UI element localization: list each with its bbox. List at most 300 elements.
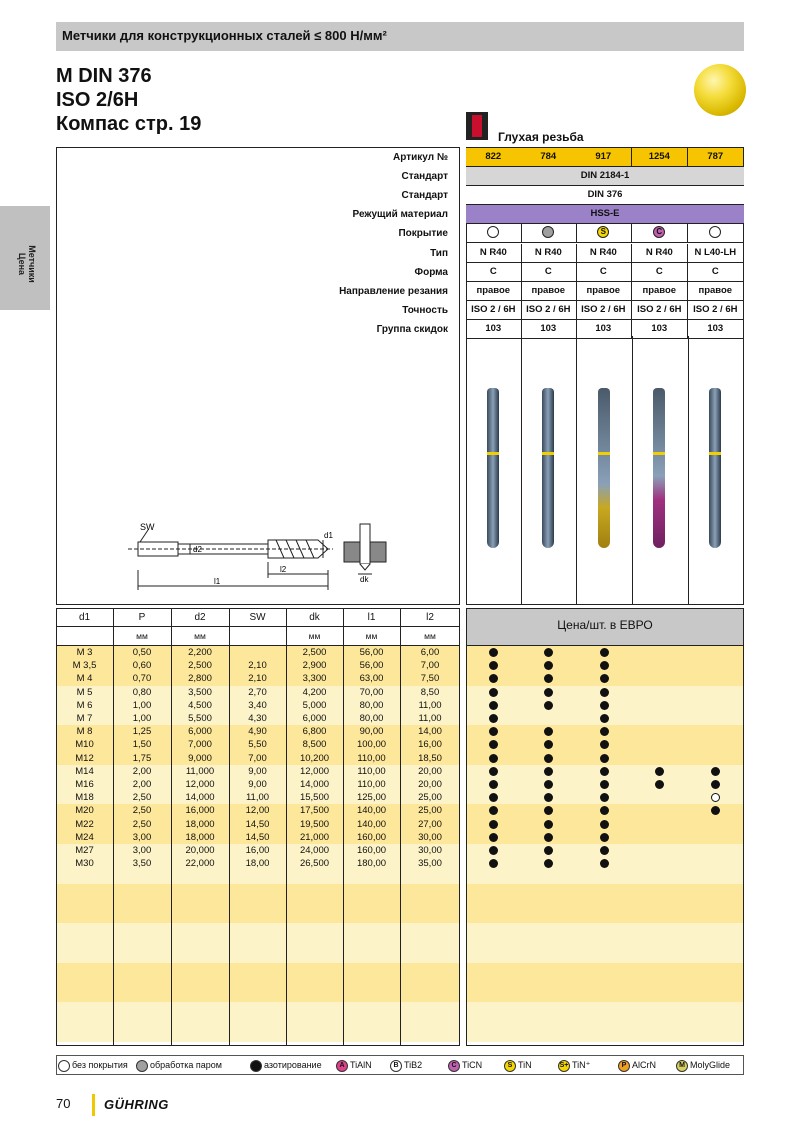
- footer-divider: [92, 1094, 95, 1116]
- availability-dot[interactable]: [600, 648, 609, 657]
- price-row-bg: [467, 910, 743, 923]
- types-cell: N R40: [521, 244, 577, 263]
- table-cell: 4,200: [302, 686, 327, 698]
- table-cell: 24,000: [299, 845, 330, 856]
- table-cell: 0,60: [132, 660, 152, 672]
- accuracy-cell: ISO 2 / 6H: [632, 301, 688, 320]
- coating-ticn-icon: C: [653, 226, 665, 238]
- table-cell: 30,00: [418, 845, 442, 856]
- table-cell: 27,00: [418, 818, 442, 830]
- table-cell: M 3: [76, 647, 93, 658]
- availability-dot[interactable]: [600, 833, 609, 842]
- price-row-bg: [467, 963, 743, 976]
- blind-hole-drawing: [340, 520, 390, 582]
- types-cell: N L40-LH: [688, 244, 744, 263]
- tap-drawing: [118, 520, 358, 600]
- table-cell: M 6: [76, 699, 93, 711]
- tap-image-784: [542, 388, 554, 548]
- articles-cell: 822: [466, 148, 522, 167]
- column-divider: [632, 336, 633, 605]
- table-cell: 14,00: [418, 726, 442, 738]
- directions-cell: правое: [632, 282, 688, 301]
- table-cell: 5,500: [188, 713, 212, 724]
- table-cell: 9,00: [248, 779, 267, 790]
- tap-image-822: [487, 388, 499, 548]
- price-row-bg: [467, 976, 743, 989]
- table-cell: 80,00: [359, 713, 384, 724]
- table-cell: 20,00: [418, 779, 442, 790]
- column-header-d1: d1: [78, 612, 91, 623]
- column-header-dk: dk: [309, 612, 320, 623]
- tap-image-1254: [653, 388, 665, 548]
- legend-item: [250, 1058, 322, 1072]
- availability-dot[interactable]: [600, 688, 609, 697]
- table-cell: 2,50: [132, 818, 152, 830]
- price-row-bg: [467, 1002, 743, 1015]
- availability-dot[interactable]: [544, 701, 553, 710]
- product-line-1: M DIN 376: [56, 65, 152, 87]
- table-cell: 2,50: [132, 805, 152, 817]
- availability-dot[interactable]: [711, 780, 720, 789]
- table-cell: 56,00: [359, 647, 384, 658]
- forms-cell: C: [466, 263, 522, 282]
- table-cell: 2,70: [248, 686, 267, 698]
- discount_groups-cell: 103: [521, 320, 577, 339]
- table-cell: M 3,5: [72, 660, 97, 672]
- availability-dot[interactable]: [544, 780, 553, 789]
- table-cell: 0,80: [132, 686, 152, 698]
- spec-label: Группа скидок: [376, 323, 448, 335]
- table-row-bg: [57, 910, 459, 923]
- types-cell: N R40: [466, 244, 522, 263]
- table-cell: 12,000: [185, 779, 215, 790]
- table-cell: 2,10: [248, 673, 267, 685]
- tap-ring: [598, 452, 610, 455]
- product-title: [56, 64, 201, 136]
- table-cell: 80,00: [359, 699, 384, 711]
- table-cell: 3,500: [188, 686, 212, 698]
- availability-dot[interactable]: [489, 833, 498, 842]
- legend-label: TiB2: [404, 1060, 423, 1070]
- table-cell: 21,000: [299, 831, 330, 843]
- table-cell: M 7: [76, 713, 93, 724]
- table-cell: 3,50: [132, 858, 152, 870]
- table-cell: 11,00: [418, 699, 442, 711]
- table-cell: 110,00: [357, 752, 386, 764]
- table-cell: 8,50: [420, 686, 440, 698]
- table-cell: 0,50: [132, 647, 152, 658]
- table-cell: 16,00: [418, 739, 442, 751]
- table-cell: 2,00: [132, 765, 152, 777]
- table-cell: 12,000: [299, 765, 330, 777]
- table-cell: [229, 646, 286, 659]
- column-unit: мм: [424, 631, 436, 641]
- table-cell: 7,50: [420, 673, 440, 685]
- coating-steam-icon: [542, 226, 554, 238]
- table-cell: 5,000: [302, 699, 327, 711]
- table-cell: 16,000: [185, 805, 215, 817]
- table-cell: 70,00: [359, 686, 384, 698]
- coating-none-icon: [487, 226, 499, 238]
- side-tab-line-2: Цена: [17, 252, 27, 276]
- discount_groups-cell: 103: [466, 320, 522, 339]
- column-unit: мм: [194, 631, 206, 641]
- legend-label: обработка паром: [150, 1060, 222, 1070]
- table-cell: 11,00: [418, 713, 442, 724]
- availability-dot[interactable]: [544, 648, 553, 657]
- table-row-bg: [57, 897, 459, 910]
- availability-dot[interactable]: [600, 780, 609, 789]
- diagram-label-dk: dk: [360, 575, 369, 582]
- coating-tin-icon: S: [597, 226, 609, 238]
- price-row-bg: [467, 1029, 743, 1042]
- table-cell: 4,500: [188, 699, 212, 711]
- table-cell: M 5: [76, 686, 93, 698]
- price-row-bg: [467, 936, 743, 949]
- availability-dot[interactable]: [655, 767, 664, 776]
- side-tab[interactable]: [0, 206, 50, 310]
- spec-label: Форма: [414, 266, 448, 278]
- spec-label: Режущий материал: [352, 209, 448, 221]
- types-cell: N R40: [632, 244, 688, 263]
- directions-cell: правое: [576, 282, 632, 301]
- product-line-2: ISO 2/6H: [56, 89, 139, 111]
- forms-cell: C: [632, 263, 688, 282]
- table-cell: 2,500: [188, 660, 212, 672]
- standard1-cell: DIN 2184-1: [466, 167, 744, 186]
- legend-item: [58, 1058, 128, 1072]
- coating-cell: [521, 224, 577, 243]
- table-cell: 6,800: [302, 726, 327, 738]
- forms-cell: C: [688, 263, 744, 282]
- legend-label: TiAlN: [350, 1060, 372, 1070]
- table-cell: 16,00: [245, 845, 270, 856]
- table-cell: 26,500: [299, 858, 330, 870]
- legend-label: TiN: [518, 1060, 532, 1070]
- directions-cell: правое: [521, 282, 577, 301]
- tap-ring: [487, 452, 499, 455]
- coating-none-icon: [709, 226, 721, 238]
- table-cell: 1,75: [132, 752, 152, 764]
- column-header-l2: l2: [426, 612, 434, 623]
- legend-TiN⁺-icon: S+: [558, 1060, 570, 1072]
- table-cell: M10: [75, 739, 94, 751]
- column-divider: [576, 336, 577, 605]
- table-cell: 2,00: [132, 779, 152, 790]
- availability-dot[interactable]: [600, 767, 609, 776]
- availability-dot[interactable]: [489, 714, 498, 723]
- table-cell: 20,00: [418, 765, 442, 777]
- table-cell: 1,00: [132, 713, 152, 724]
- directions-cell: правое: [688, 282, 744, 301]
- availability-dot[interactable]: [600, 701, 609, 710]
- legend-item: [618, 1058, 656, 1072]
- accuracy-cell: ISO 2 / 6H: [466, 301, 522, 320]
- availability-dot[interactable]: [489, 780, 498, 789]
- legend-MolyGlide-icon: M: [676, 1060, 688, 1072]
- availability-dot[interactable]: [489, 767, 498, 776]
- table-cell: 4,30: [248, 713, 267, 724]
- table-cell: 180,00: [356, 858, 387, 870]
- coating-ball-icon: [694, 64, 746, 116]
- table-cell: 100,00: [356, 739, 387, 751]
- availability-dot[interactable]: [489, 648, 498, 657]
- legend-label: азотирование: [264, 1060, 322, 1070]
- blind-thread-icon: [466, 112, 488, 140]
- table-cell: 14,50: [245, 818, 270, 830]
- legend-AlCrN-icon: P: [618, 1060, 630, 1072]
- legend-item: [448, 1058, 482, 1072]
- table-cell: 14,50: [245, 831, 270, 843]
- table-cell: 18,000: [185, 831, 215, 843]
- price-row-bg: [467, 870, 743, 883]
- spec-label: Стандарт: [401, 171, 448, 183]
- table-cell: 56,00: [359, 660, 384, 672]
- legend-азотирование-icon: [250, 1060, 262, 1072]
- column-header-SW: SW: [249, 612, 266, 623]
- table-cell: 11,00: [245, 792, 270, 804]
- price-row-bg: [467, 1016, 743, 1029]
- table-cell: 8,500: [302, 739, 327, 751]
- table-cell: 9,00: [248, 765, 267, 777]
- table-cell: 110,00: [357, 779, 386, 790]
- legend-TiN-icon: S: [504, 1060, 516, 1072]
- availability-dot[interactable]: [600, 754, 609, 763]
- table-cell: M 8: [76, 726, 93, 738]
- column-header-d2: d2: [194, 612, 206, 623]
- table-cell: 25,00: [418, 805, 442, 817]
- table-cell: 11,000: [185, 765, 215, 777]
- table-row-bg: [57, 950, 459, 963]
- table-cell: M20: [75, 805, 94, 817]
- availability-dot[interactable]: [600, 846, 609, 855]
- table-cell: 2,10: [248, 660, 267, 672]
- availability-dot[interactable]: [544, 833, 553, 842]
- legend-item: [390, 1058, 422, 1072]
- table-cell: 125,00: [356, 792, 387, 804]
- table-cell: 6,00: [420, 647, 440, 658]
- availability-dot[interactable]: [489, 820, 498, 829]
- table-cell: 14,000: [185, 792, 215, 804]
- header-title: Метчики для конструкционных сталей ≤ 800 Н/мм²: [62, 28, 387, 43]
- spec-label: Тип: [430, 247, 448, 259]
- availability-dot[interactable]: [600, 714, 609, 723]
- table-cell: 12,00: [245, 805, 270, 817]
- tap-ring: [542, 452, 554, 455]
- legend-item: [676, 1058, 730, 1072]
- forms-cell: C: [576, 263, 632, 282]
- column-divider: [688, 336, 689, 605]
- spec-label: Покрытие: [398, 228, 448, 240]
- price-row-bg: [467, 989, 743, 1002]
- availability-dot[interactable]: [655, 780, 664, 789]
- table-cell: 7,00: [248, 752, 267, 764]
- table-cell: 7,000: [188, 739, 212, 751]
- diagram-label-d2: d2: [193, 545, 202, 554]
- legend-item: [336, 1058, 372, 1072]
- tap-ring: [709, 452, 721, 455]
- accuracy-cell: ISO 2 / 6H: [688, 301, 744, 320]
- column-unit: [229, 627, 286, 645]
- table-cell: 63,00: [359, 673, 384, 685]
- column-unit: мм: [308, 631, 321, 641]
- thread-type-label: Глухая резьба: [498, 130, 584, 144]
- legend-TiAlN-icon: A: [336, 1060, 348, 1072]
- table-cell: 14,000: [299, 779, 330, 790]
- legend-item: [504, 1058, 532, 1072]
- legend-label: AlCrN: [632, 1060, 656, 1070]
- legend-label: TiCN: [462, 1060, 483, 1070]
- availability-dot[interactable]: [544, 846, 553, 855]
- column-header-l1: l1: [367, 612, 376, 623]
- availability-dot[interactable]: [544, 754, 553, 763]
- table-cell: M12: [75, 752, 94, 764]
- table-row-bg: [57, 1016, 459, 1029]
- table-row-bg: [57, 884, 459, 897]
- legend-TiB2-icon: B: [390, 1060, 402, 1072]
- page-number: 70: [56, 1096, 71, 1111]
- legend-без-покрытия-icon: [58, 1060, 70, 1072]
- table-cell: 15,500: [299, 792, 330, 804]
- table-cell: 140,00: [356, 805, 387, 817]
- table-row-bg: [57, 1002, 459, 1015]
- table-cell: 2,500: [302, 647, 327, 658]
- availability-dot[interactable]: [544, 820, 553, 829]
- table-cell: 3,00: [132, 831, 152, 843]
- table-cell: 3,300: [302, 673, 327, 685]
- table-cell: 1,00: [132, 699, 152, 711]
- tap-ring: [653, 452, 665, 455]
- table-cell: 3,40: [248, 699, 267, 711]
- price-row-bg: [467, 897, 743, 910]
- side-tab-line-1: Метчики: [27, 245, 37, 283]
- availability-dot[interactable]: [489, 846, 498, 855]
- standard2-cell: DIN 376: [466, 186, 744, 205]
- table-cell: M22: [75, 818, 94, 830]
- table-cell: M30: [75, 858, 94, 870]
- price-header: Цена/шт. в ЕВРО: [557, 618, 653, 632]
- spec-label: Артикул №: [393, 152, 448, 163]
- discount_groups-cell: 103: [576, 320, 632, 339]
- legend-label: без покрытия: [72, 1060, 128, 1070]
- legend-TiCN-icon: C: [448, 1060, 460, 1072]
- table-cell: 2,900: [302, 660, 327, 672]
- diagram-label-l1: l1: [214, 577, 221, 586]
- table-cell: 17,500: [299, 805, 330, 817]
- table-row-bg: [57, 936, 459, 949]
- legend-item: [136, 1058, 222, 1072]
- table-row-bg: [57, 963, 459, 976]
- table-cell: 20,000: [185, 845, 215, 856]
- legend-обработка-паром-icon: [136, 1060, 148, 1072]
- table-cell: 35,00: [418, 858, 442, 870]
- table-cell: M27: [75, 845, 94, 856]
- table-cell: 25,00: [418, 792, 442, 804]
- diagram-label-l2: l2: [280, 565, 287, 574]
- coating-cell: [688, 224, 744, 243]
- table-cell: 90,00: [359, 726, 384, 738]
- column-unit: [56, 627, 113, 645]
- column-divider: [521, 336, 522, 605]
- availability-dot[interactable]: [489, 754, 498, 763]
- spec-label: Направление резания: [339, 285, 448, 297]
- accuracy-cell: ISO 2 / 6H: [576, 301, 632, 320]
- table-cell: 2,800: [188, 673, 212, 685]
- table-row-bg: [57, 870, 459, 883]
- tap-image-787: [709, 388, 721, 548]
- tap-image-917: [598, 388, 610, 548]
- column-unit: мм: [136, 631, 148, 641]
- table-cell: M24: [75, 831, 94, 843]
- table-cell: 19,500: [299, 818, 330, 830]
- table-cell: 10,200: [299, 752, 330, 764]
- forms-cell: C: [521, 263, 577, 282]
- table-cell: 18,000: [185, 818, 215, 830]
- table-cell: 6,000: [188, 726, 212, 738]
- table-cell: 3,00: [132, 845, 152, 856]
- table-cell: M14: [75, 765, 94, 777]
- directions-cell: правое: [466, 282, 522, 301]
- table-row-bg: [57, 989, 459, 1002]
- legend-label: MolyGlide: [690, 1060, 731, 1070]
- table-cell: M 4: [76, 673, 93, 685]
- articles-cell: 917: [576, 148, 632, 167]
- articles-cell: 784: [521, 148, 577, 167]
- articles-cell: 1254: [632, 148, 688, 167]
- column-unit: мм: [365, 631, 378, 641]
- table-cell: 2,50: [132, 792, 152, 804]
- price-row-bg: [467, 923, 743, 936]
- brand-logo: GÜHRING: [104, 1097, 169, 1112]
- header-bar: [56, 22, 744, 51]
- table-cell: 18,00: [245, 858, 270, 870]
- table-row-bg: [57, 976, 459, 989]
- availability-dot[interactable]: [600, 820, 609, 829]
- availability-dot[interactable]: [544, 767, 553, 776]
- spec-label: Стандарт: [401, 190, 448, 202]
- availability-dot[interactable]: [711, 767, 720, 776]
- table-cell: 110,00: [357, 765, 386, 777]
- table-cell: 6,000: [302, 713, 327, 724]
- articles-cell: 787: [688, 148, 744, 167]
- availability-dot[interactable]: [544, 688, 553, 697]
- diagram-label-d1: d1: [324, 531, 333, 540]
- table-cell: 22,000: [185, 858, 215, 870]
- table-cell: M18: [75, 792, 94, 804]
- legend-item: [558, 1058, 590, 1072]
- availability-dot[interactable]: [489, 688, 498, 697]
- table-cell: 1,50: [132, 739, 152, 751]
- availability-dot[interactable]: [489, 701, 498, 710]
- diagram-label-sw: SW: [140, 522, 155, 532]
- table-cell: 0,70: [132, 673, 152, 685]
- legend-label: TiN⁺: [572, 1060, 591, 1070]
- discount_groups-cell: 103: [632, 320, 688, 339]
- table-row-bg: [57, 923, 459, 936]
- accuracy-cell: ISO 2 / 6H: [521, 301, 577, 320]
- table-cell: 2,200: [188, 647, 212, 658]
- table-cell: 7,00: [420, 660, 440, 672]
- table-cell: 140,00: [356, 818, 387, 830]
- table-cell: 9,000: [188, 752, 212, 764]
- coating-cell: [466, 224, 522, 243]
- table-cell: 1,25: [132, 726, 152, 738]
- material-cell: HSS-E: [466, 205, 744, 224]
- spec-label: Точность: [402, 304, 448, 316]
- table-cell: 5,50: [248, 739, 267, 751]
- discount_groups-cell: 103: [688, 320, 744, 339]
- price-row-bg: [467, 884, 743, 897]
